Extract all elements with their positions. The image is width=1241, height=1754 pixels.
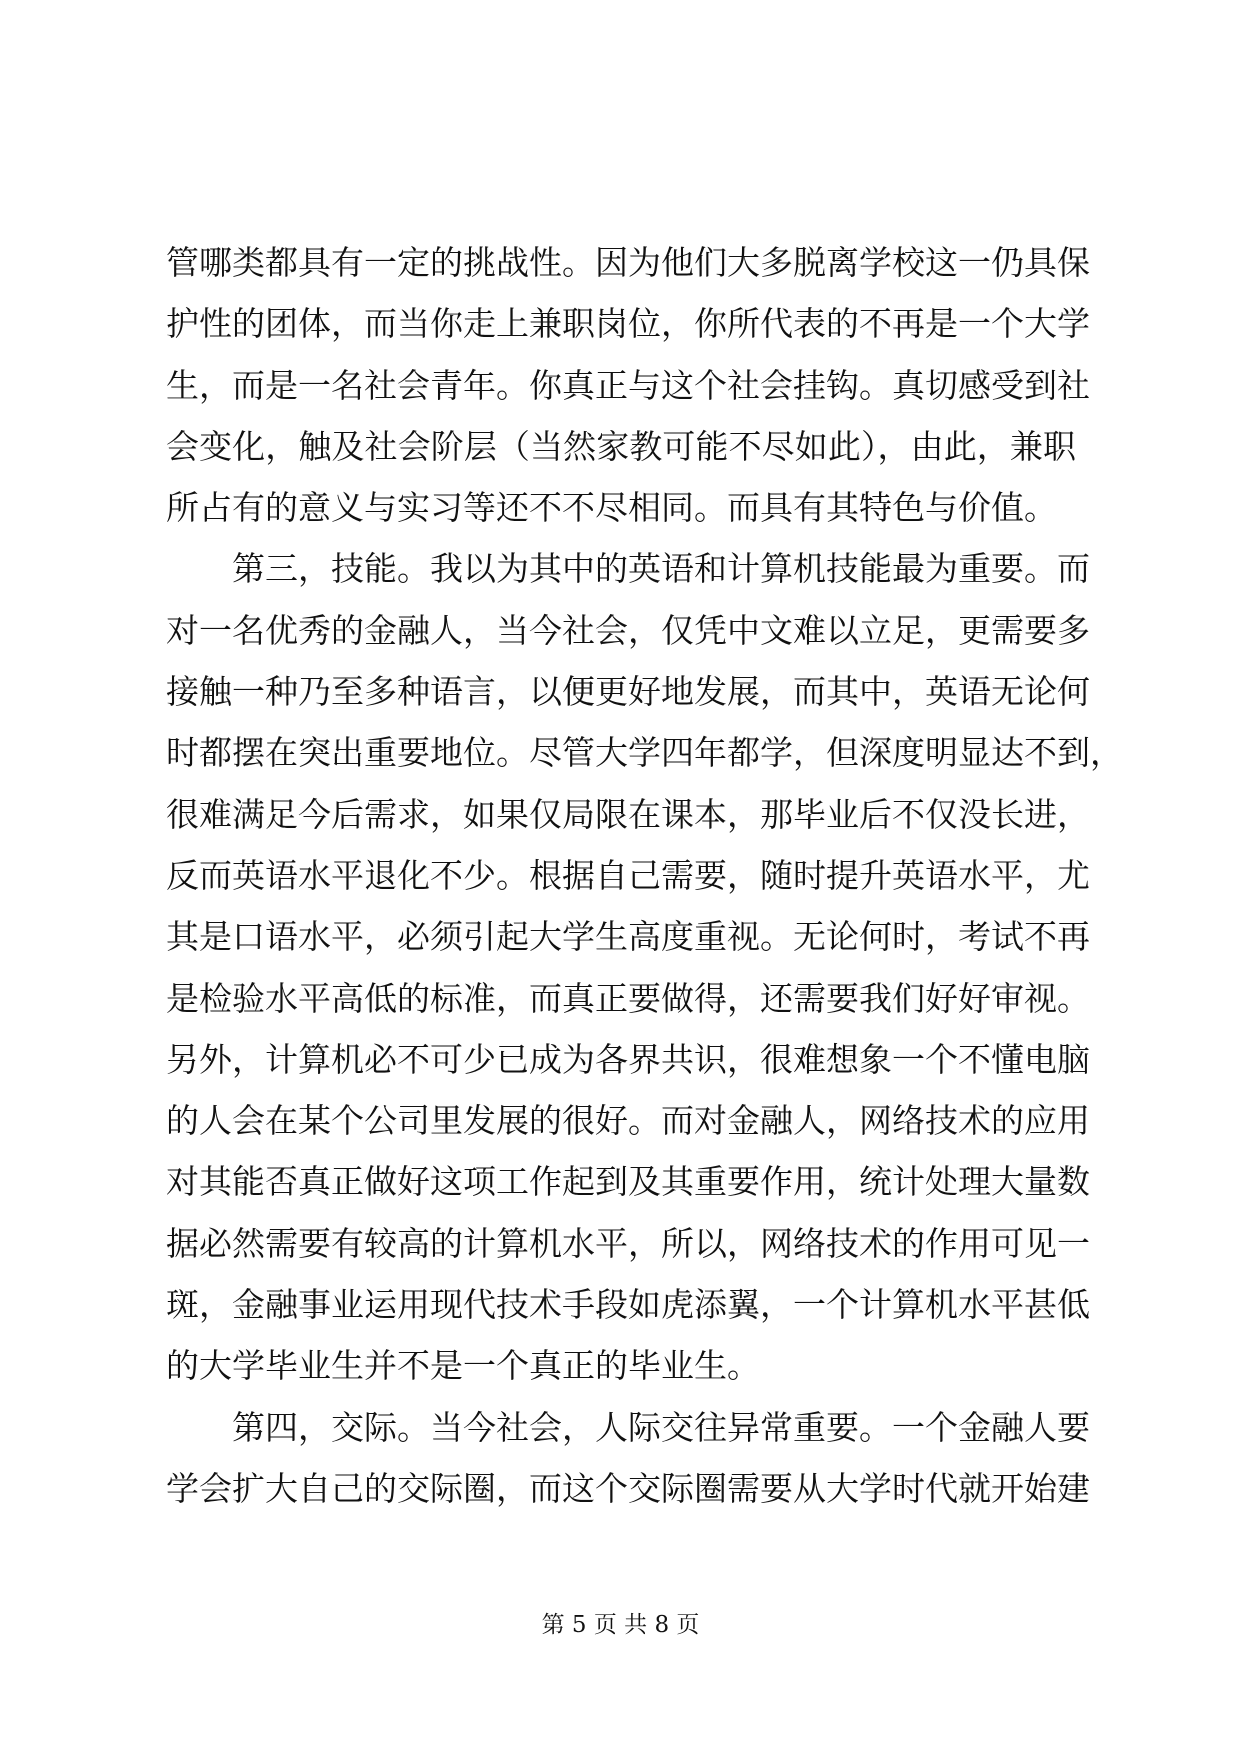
- text-line: 接触一种乃至多种语言，以便更好地发展，而其中，英语无论何: [166, 672, 1090, 712]
- text-line: 学会扩大自己的交际圈，而这个交际圈需要从大学时代就开始建: [166, 1468, 1090, 1508]
- text-line: 所占有的意义与实习等还不不尽相同。而具有其特色与价值。: [166, 488, 1057, 528]
- text-line: 第三，技能。我以为其中的英语和计算机技能最为重要。而: [232, 549, 1090, 589]
- text-line: 会变化，触及社会阶层（当然家教可能不尽如此），由此，兼职: [166, 426, 1076, 466]
- text-line: 是检验水平高低的标准，而真正要做得，还需要我们好好审视。: [166, 978, 1090, 1018]
- text-line: 护性的团体，而当你走上兼职岗位，你所代表的不再是一个大学: [166, 304, 1090, 344]
- text-line: 其是口语水平，必须引起大学生高度重视。无论何时，考试不再: [166, 917, 1090, 957]
- text-line: 第四，交际。当今社会，人际交往异常重要。一个金融人要: [232, 1407, 1090, 1447]
- text-line: 斑，金融事业运用现代技术手段如虎添翼，一个计算机水平甚低: [166, 1285, 1090, 1325]
- text-line: 管哪类都具有一定的挑战性。因为他们大多脱离学校这一仍具保: [166, 243, 1090, 282]
- page-number-footer: 第 5 页 共 8 页: [541, 1612, 700, 1638]
- text-line: 另外，计算机必不可少已成为各界共识，很难想象一个不懂电脑: [166, 1039, 1090, 1079]
- text-line: 生，而是一名社会青年。你真正与这个社会挂钩。真切感受到社: [166, 365, 1090, 405]
- text-line: 对一名优秀的金融人，当今社会，仅凭中文难以立足，更需要多: [166, 610, 1090, 650]
- text-line: 反而英语水平退化不少。根据自己需要，随时提升英语水平，尤: [166, 855, 1090, 895]
- text-line: 据必然需要有较高的计算机水平，所以，网络技术的作用可见一: [166, 1223, 1090, 1263]
- text-line: 的人会在某个公司里发展的很好。而对金融人，网络技术的应用: [166, 1101, 1090, 1141]
- text-line: 很难满足今后需求，如果仅局限在课本，那毕业后不仅没长进，: [166, 794, 1090, 834]
- text-line: 时都摆在突出重要地位。尽管大学四年都学，但深度明显达不到，: [166, 733, 1123, 773]
- body-text: [166, 232, 1123, 1519]
- text-line: 对其能否真正做好这项工作起到及其重要作用，统计处理大量数: [166, 1162, 1090, 1202]
- text-line: 的大学毕业生并不是一个真正的毕业生。: [166, 1346, 760, 1386]
